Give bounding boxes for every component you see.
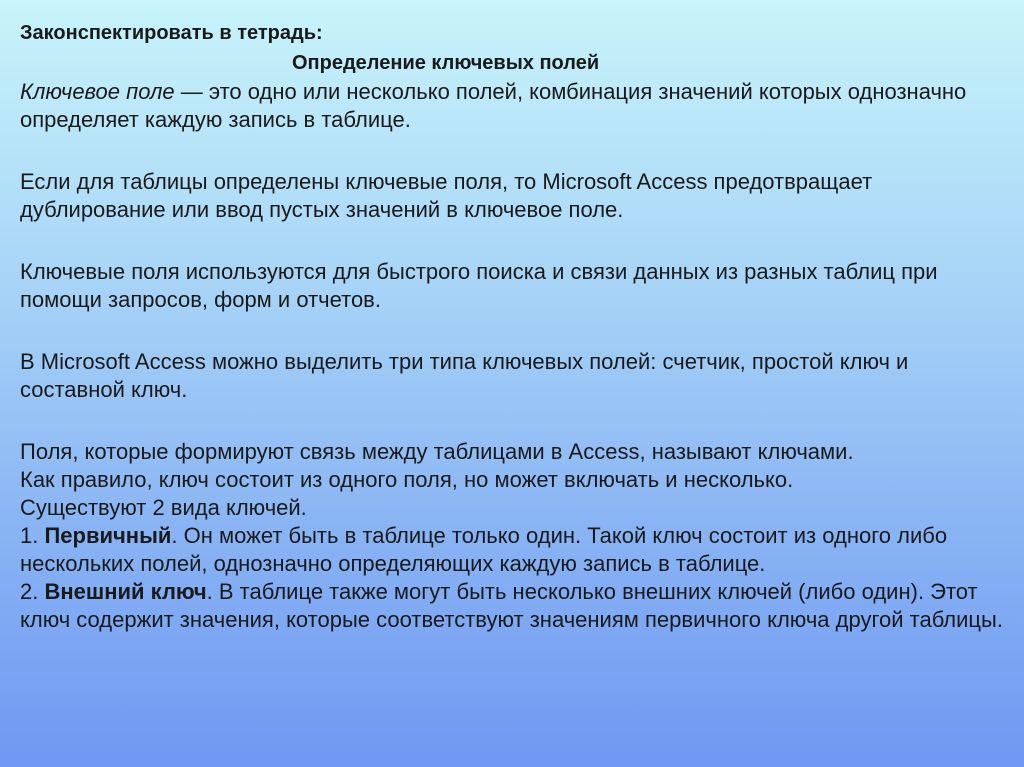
access-paragraph: Если для таблицы определены ключевые поля, то Microsoft Access предотвращает дублирование или ввод пустых значений в ключевое поле.: [20, 169, 873, 222]
list-item-title: Внешний ключ: [44, 579, 207, 604]
list-item-title: Первичный: [44, 523, 172, 548]
list-item-number: 2.: [20, 579, 45, 604]
usage-paragraph: Ключевые поля используются для быстрого поиска и связи данных из разных таблиц при помощи запросов, форм и отчетов.: [20, 259, 938, 312]
slide-content: [20, 18, 1005, 634]
keys-paragraph: Поля, которые формируют связь между таблицами в Access, называют ключами.: [20, 439, 854, 464]
list-item-foreign: [20, 578, 1005, 634]
kinds-paragraph: Существуют 2 вида ключей.: [20, 495, 307, 520]
definition-paragraph: [20, 78, 1005, 134]
spacer: [20, 404, 1005, 438]
definition-text: — это одно или несколько полей, комбинация значений которых однозначно определяет каждую запись в таблице.: [20, 79, 967, 132]
list-item-text: . В таблице также могут быть несколько внешних ключей (либо один). Этот ключ содержит значения, которые соответствуют значениям первичного ключа другой таблицы.: [20, 579, 1003, 632]
spacer: [20, 314, 1005, 348]
slide-heading: Законспектировать в тетрадь:: [20, 22, 323, 44]
list-item-primary: [20, 522, 1005, 578]
definition-term: Ключевое поле: [20, 79, 175, 104]
slide-subheading: Определение ключевых полей: [292, 52, 600, 74]
spacer: [20, 224, 1005, 258]
rule-paragraph: Как правило, ключ состоит из одного поля, но может включать и несколько.: [20, 467, 794, 492]
types-paragraph: В Microsoft Access можно выделить три типа ключевых полей: счетчик, простой ключ и составной ключ.: [20, 349, 909, 402]
list-item-text: . Он может быть в таблице только один. Такой ключ состоит из одного либо нескольких полей, однозначно определяющих каждую запись в таблице.: [20, 523, 948, 576]
list-item-number: 1.: [20, 523, 45, 548]
spacer: [20, 134, 1005, 168]
